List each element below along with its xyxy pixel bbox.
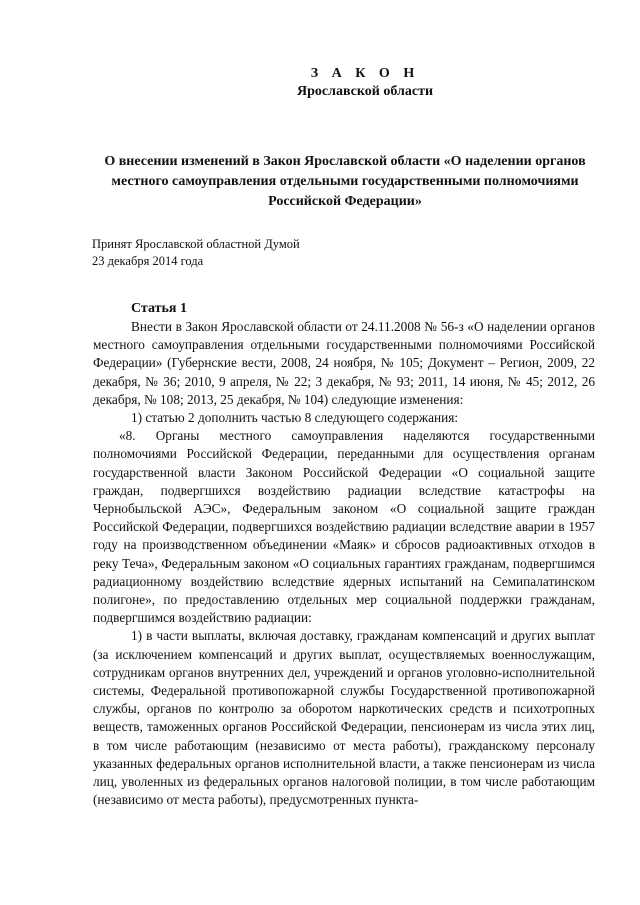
law-title: З А К О Н <box>310 66 420 81</box>
adoption-info <box>92 236 300 270</box>
article-paragraph: «8. Органы местного самоуправления наделяются государственными полномочиями Российской Федерации, переданными для осуществления органам государственной власти Законом Российской Федерации «О социальной защите граждан, подвергшихся воздействию радиации вследствие катастрофы на Чернобыльской АЭС», Федеральным законом «О социальной защите граждан Российской Федерации, подвергшихся воздействию радиации вследствие аварии в 1957 году на производственном объединении «Маяк» и сбросов радиоактивных отходов в реку Теча», Федеральным законом «О социальных гарантиях гражданам, подвергшимся радиационному воздействию вследствие ядерных испытаний на Семипалатинском полигоне», по предоставлению отдельных мер социальной поддержки гражданам, подвергшимся воздействию радиации: <box>93 428 595 626</box>
article-heading: Статья 1 <box>131 301 187 316</box>
law-region: Ярославской области <box>296 84 434 99</box>
article-paragraph: 1) в части выплаты, включая доставку, гражданам компенсаций и других выплат (за исключением компенсаций и других выплат, осуществляемых военнослужащим, сотрудникам органов внутренних дел, учреждений и органов уголовно-исполнительной системы, Федеральной противопожарной службы Государственной противопожарной службы, органов по контролю за оборотом наркотических средств и психотропных веществ, таможенных органов Российской Федерации, пенсионерам из числа этих лиц, в том числе работающим (независимо от места работы), гражданскому персоналу указанных федеральных органов исполнительной власти, а также пенсионерам из числа лиц, уволенных из федеральных органов налоговой полиции, в том числе работающим (независимо от места работы), предусмотренных пункта- <box>93 628 595 808</box>
adoption-body: Принят Ярославской областной Думой <box>92 237 300 251</box>
article-body <box>93 318 595 809</box>
adoption-date: 23 декабря 2014 года <box>92 254 204 268</box>
article-paragraph: 1) статью 2 дополнить частью 8 следующего содержания: <box>131 410 459 426</box>
article-paragraph: Внести в Закон Ярославской области от 24.11.2008 № 56-з «О наделении органов местного самоуправления отдельными государственными полномочиями Российской Федерации» (Губернские вести, 2008, 24 ноября, № 105; Документ – Регион, 2009, 22 декабря, № 36; 2010, 9 апреля, № 22; 3 декабря, № 93; 2011, 14 июня, № 45; 2012, 26 декабря, № 108; 2013, 25 декабря, № 104) следующие изменения: <box>93 319 595 407</box>
law-subject-heading: О внесении изменений в Закон Ярославской области «О наделении органов местного самоуправления отдельными государственными полномочиями Российской Федерации» <box>104 154 586 209</box>
